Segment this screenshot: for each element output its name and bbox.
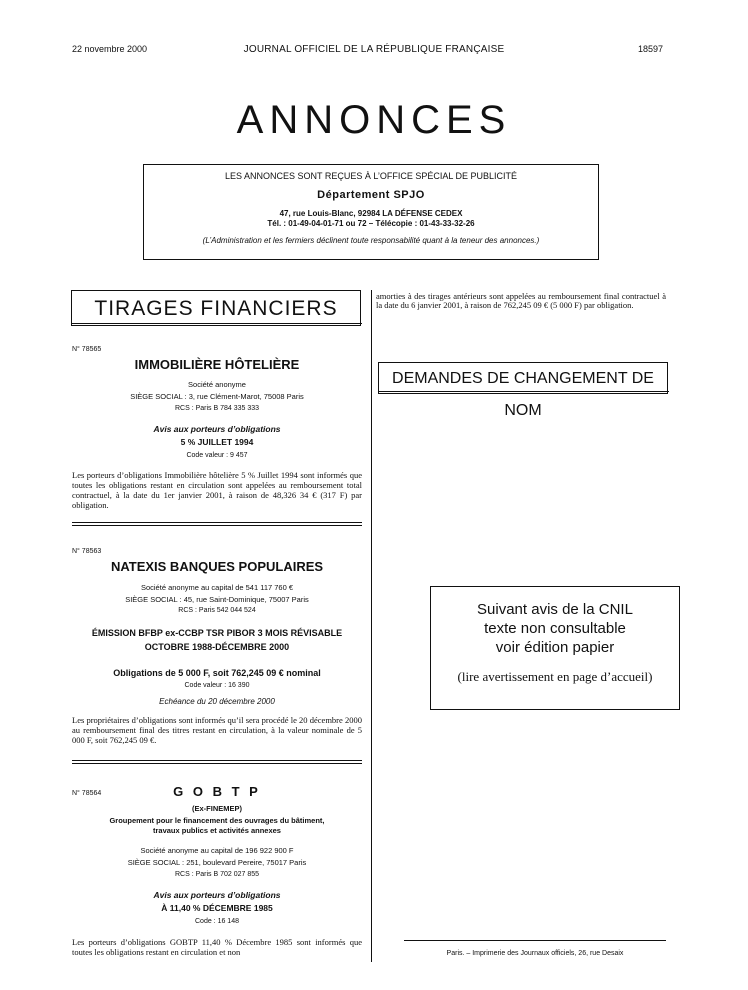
notice2-number: N° 78563 [72, 548, 102, 555]
notice3-number: N° 78564 [72, 790, 102, 797]
notice3-group-line1: Groupement pour le financement des ouvrages du bâtiment, [109, 816, 325, 825]
notice1-body: Les porteurs d’obligations Immobilière hôtelière 5 % Juillet 1994 sont informés que toutes les obligations restant en circulation sont appelées au remboursement total contractuel, à la date du 1er janvier 2001, à raison de 48,326 34 € (317 F) par obligation. [72, 470, 362, 510]
column-separator [371, 290, 372, 962]
header-date: 22 novembre 2000 [72, 44, 148, 54]
notice2-form: Société anonyme au capital de 541 117 760 € [140, 583, 294, 592]
cnil-line4: (lire avertissement en page d’accueil) [457, 669, 653, 684]
notice3-rcs: RCS : Paris B 702 027 855 [174, 871, 260, 878]
divider [72, 522, 362, 526]
notice2-siege: SIÈGE SOCIAL : 45, rue Saint-Dominique, 75007 Paris [125, 595, 309, 604]
section-demandes: DEMANDES DE CHANGEMENT DE NOM [378, 362, 668, 394]
notice3-ex: (Ex-FINEMEP) [191, 804, 242, 813]
notice1-code: Code valeur : 9 457 [186, 452, 248, 459]
notice3-siege: SIÈGE SOCIAL : 251, boulevard Pereire, 75017 Paris [127, 858, 307, 867]
office-department: Département SPJO [317, 189, 425, 201]
notice1-rcs: RCS : Paris B 784 335 333 [174, 405, 260, 412]
office-address: 47, rue Louis-Blanc, 92984 LA DÉFENSE CEDEX [279, 209, 463, 218]
notice3-company: G O B T P [173, 784, 261, 799]
notice3-group-line2: travaux publics et activités annexes [153, 826, 281, 835]
office-box [143, 164, 599, 260]
office-line1: LES ANNONCES SONT REÇUES À L’OFFICE SPÉCIAL DE PUBLICITÉ [224, 171, 518, 181]
notice3-body: Les porteurs d’obligations GOBTP 11,40 % Décembre 1985 sont informés que toutes les obligations restant en circulation et non [72, 937, 362, 957]
notice2-rcs: RCS : Paris 542 044 524 [178, 607, 256, 614]
notice3-form: Société anonyme au capital de 196 922 900 F [140, 846, 294, 855]
printer-footer: Paris. – Imprimerie des Journaux officiels, 26, rue Desaix [446, 950, 624, 957]
journal-title: JOURNAL OFFICIEL DE LA RÉPUBLIQUE FRANÇAISE [243, 44, 505, 55]
notice1-avis: Avis aux porteurs d’obligations [153, 424, 281, 434]
cnil-line2: texte non consultable [484, 620, 626, 637]
cnil-line3: voir édition papier [495, 639, 615, 656]
footer-rule [404, 940, 666, 941]
notice1-form: Société anonyme [188, 380, 246, 389]
section-tirages: TIRAGES FINANCIERS [71, 290, 361, 326]
divider [72, 760, 362, 764]
notice2-emission-line1: ÉMISSION BFBP ex-CCBP TSR PIBOR 3 MOIS RÉVISABLE [91, 628, 343, 638]
cnil-notice-box [430, 586, 680, 710]
cnil-line1: Suivant avis de la CNIL [477, 601, 633, 618]
notice2-company: NATEXIS BANQUES POPULAIRES [110, 559, 324, 574]
notice1-number: N° 78565 [72, 346, 102, 353]
notice2-body: Les propriétaires d’obligations sont informés qu’il sera procédé le 20 décembre 2000 au remboursement final des titres restant en circulation, à la valeur nominale de 5 000 F, soit 762,245 09 €. [72, 715, 362, 745]
banner-title: ANNONCES [236, 98, 512, 142]
continuation-text: amorties à des tirages antérieurs sont appelées au remboursement final contractuel à la date du 6 janvier 2001, à raison de 762,245 09 € (5 000 F) par obligation. [376, 291, 666, 310]
notice3-avis: Avis aux porteurs d’obligations [153, 890, 281, 900]
notice2-obligations: Obligations de 5 000 F, soit 762,245 09 € nominal [113, 668, 321, 678]
notice2-emission-line2: OCTOBRE 1988-DÉCEMBRE 2000 [144, 642, 290, 652]
notice2-echeance: Echéance du 20 décembre 2000 [159, 697, 275, 706]
office-phone: Tél. : 01-49-04-01-71 ou 72 – Télécopie : 01-43-33-32-26 [267, 219, 475, 228]
notice2-code: Code valeur : 16 390 [184, 682, 250, 689]
notice1-issue: 5 % JUILLET 1994 [180, 437, 254, 447]
notice3-issue: À 11,40 % DÉCEMBRE 1985 [161, 903, 273, 913]
page-number: 18597 [638, 44, 664, 54]
notice3-code: Code : 16 148 [195, 918, 239, 925]
office-disclaimer: (L’Administration et les fermiers déclinent toute responsabilité quant à la teneur des annonces.) [202, 236, 540, 245]
notice1-siege: SIÈGE SOCIAL : 3, rue Clément-Marot, 75008 Paris [130, 392, 304, 401]
notice1-company: IMMOBILIÈRE HÔTELIÈRE [134, 357, 300, 372]
